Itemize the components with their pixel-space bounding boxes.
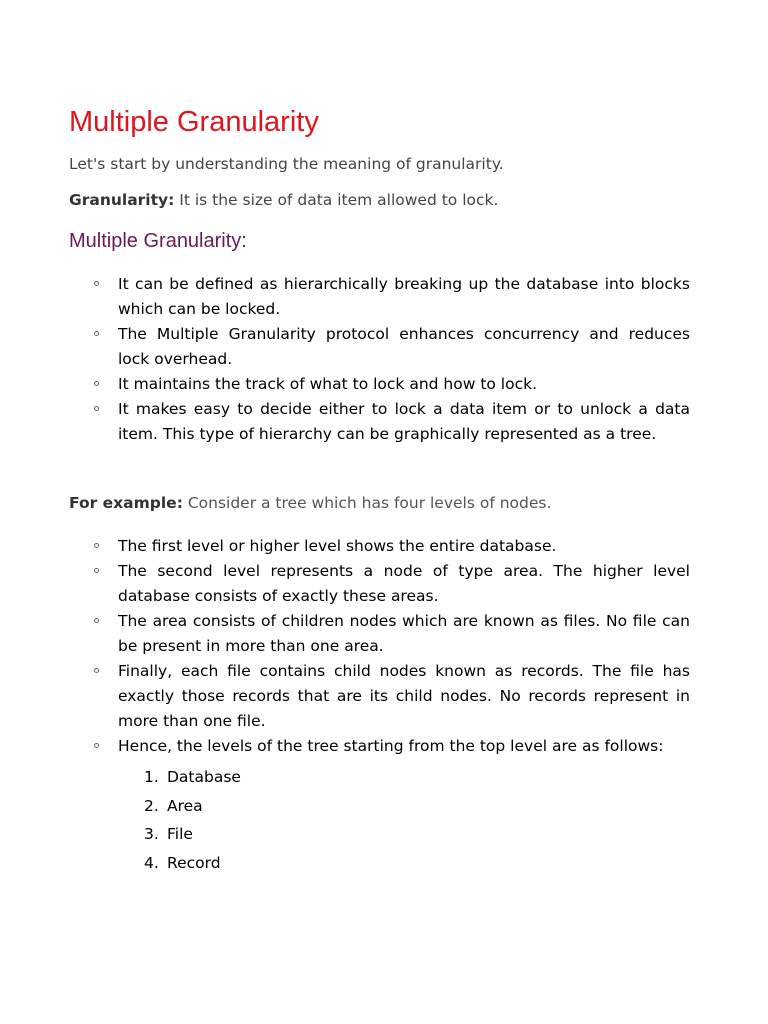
hollow-circle-bullet-icon [94, 543, 99, 548]
list-item [69, 559, 690, 609]
hollow-circle-bullet-icon [94, 668, 99, 673]
section-heading-colon: : [241, 230, 247, 252]
list-item [69, 372, 690, 397]
section-heading-text: Multiple Granularity [69, 230, 242, 252]
list-item-text: Finally, each file contains child nodes known as records. The file has exactly those records that are its child nodes. No records represent in more than one file. [118, 662, 690, 730]
list-item-text: The first level or higher level shows the entire database. [118, 537, 557, 555]
level-item-database [118, 763, 690, 792]
list-item-text: The area consists of children nodes which are known as files. No file can be present in more than one area. [118, 612, 690, 655]
list-item [69, 734, 690, 877]
list-item-text: It can be defined as hierarchically breaking up the database into blocks which can be locked. [118, 275, 690, 318]
definition-term: Granularity: [69, 191, 175, 209]
example-paragraph [69, 492, 551, 514]
level-number: 3. [144, 825, 159, 843]
hollow-circle-bullet-icon [94, 568, 99, 573]
properties-list [69, 272, 690, 447]
level-number: 2. [144, 796, 159, 815]
page-title: Multiple Granularity [69, 106, 319, 138]
section-heading [69, 228, 247, 254]
level-number: 1. [144, 768, 159, 786]
hollow-circle-bullet-icon [94, 281, 99, 286]
level-label: File [167, 825, 193, 843]
level-number: 4. [144, 853, 159, 872]
list-item [69, 609, 690, 659]
level-item-file [118, 820, 690, 849]
level-item-record [118, 849, 690, 878]
example-term: For example: [69, 494, 183, 512]
level-label: Database [167, 768, 241, 786]
list-item [69, 659, 690, 734]
hollow-circle-bullet-icon [94, 331, 99, 336]
list-item-text: Hence, the levels of the tree starting from the top level are as follows: [118, 737, 664, 755]
list-item [69, 272, 690, 322]
ordered-levels-list [118, 763, 690, 877]
list-item [69, 322, 690, 372]
hollow-circle-bullet-icon [94, 618, 99, 623]
list-item-text: It makes easy to decide either to lock a data item or to unlock a data item. This type of hierarchy can be graphically represented as a tree. [118, 400, 690, 443]
hollow-circle-bullet-icon [94, 406, 99, 411]
granularity-definition [69, 189, 498, 211]
level-label: Record [167, 853, 221, 872]
hollow-circle-bullet-icon [94, 381, 99, 386]
example-text: Consider a tree which has four levels of nodes. [182, 494, 552, 512]
definition-text: It is the size of data item allowed to lock. [174, 191, 499, 209]
level-item-area [118, 792, 690, 821]
tree-levels-list [69, 534, 690, 877]
level-label: Area [167, 796, 203, 815]
list-item [69, 397, 690, 447]
list-item-text: The second level represents a node of type area. The higher level database consists of exactly these areas. [118, 562, 690, 605]
intro-paragraph: Let's start by understanding the meaning of granularity. [69, 155, 504, 173]
list-item-text: It maintains the track of what to lock and how to lock. [118, 375, 538, 393]
list-item-text: The Multiple Granularity protocol enhances concurrency and reduces lock overhead. [118, 325, 690, 368]
list-item [69, 534, 690, 559]
hollow-circle-bullet-icon [94, 743, 99, 748]
